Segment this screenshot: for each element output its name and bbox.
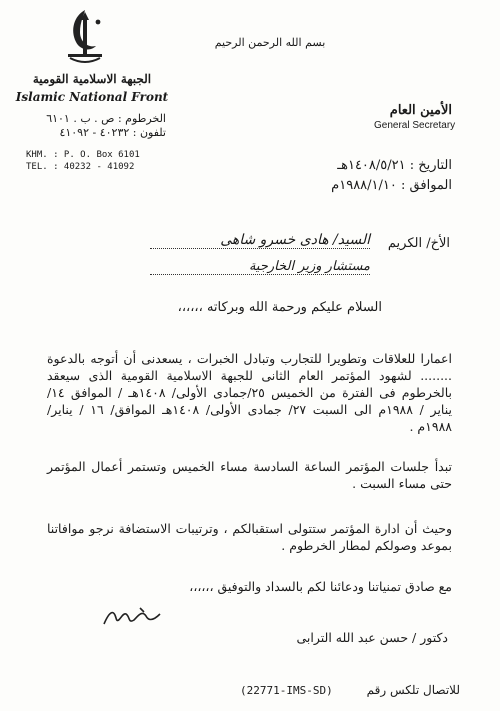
- addressee-name: السيد/ هادى خسرو شاهى: [150, 232, 370, 249]
- org-name-english: Islamic National Front: [15, 90, 169, 104]
- date-hijri: التاريخ : ١٤٠٨/٥/٢١هـ: [337, 158, 452, 173]
- telex-label: للاتصال تلكس رقم: [366, 683, 460, 697]
- emblem-logo-icon: [58, 6, 112, 66]
- signatory-name: دكتور / حسن عبد الله الترابى: [296, 630, 448, 645]
- body-paragraph: اعمارا للعلاقات وتطويرا للتجارب وتبادل الخبرات ، يسعدنى أن أتوجه بالدعوة ........ لشهود المؤتمر العام الثانى للجبهة الاسلامية القومية الذى سيعقد بالخرطوم فى الفترة من الخميس ٢٥/جمادى الأولى/ ١٤٠٨هـ / الموافق ١٤/ يناير / ١٩٨٨م الى السبت ٢٧/ جمادى الأولى/ ١٤٠٨هـ الموافق/ ١٦ / يناير/ ١٩٨٨م .: [47, 351, 452, 434]
- addressee-label: الأخ/ الكريم: [387, 236, 450, 251]
- telephone-arabic: تلفون : ٤٠٢٣٢ - ٤١٠٩٢: [59, 126, 166, 139]
- addressee-title: مستشار وزير الخارجية: [150, 259, 370, 275]
- address-english: KHM. : P. O. Box 6101: [26, 150, 140, 160]
- basmala: بسم الله الرحمن الرحيم: [214, 36, 326, 49]
- handwritten-signature-icon: [100, 604, 170, 630]
- closing-line: مع صادق تمنياتنا ودعائنا لكم بالسداد والتوفيق ،،،،،،: [189, 579, 452, 594]
- office-title-english: General Secretary: [374, 120, 456, 131]
- body-paragraph: وحيث أن ادارة المؤتمر ستتولى استقبالكم ، وترتيبات الاستضافة نرجو موافاتنا بموعد وصولكم لمطار الخرطوم .: [47, 521, 452, 553]
- office-title-arabic: الأمين العام: [389, 103, 452, 118]
- telephone-english: TEL. : 40232 - 41092: [26, 162, 135, 172]
- body-paragraph: تبدأ جلسات المؤتمر الساعة السادسة مساء الخميس وتستمر أعمال المؤتمر حتى مساء السبت .: [47, 459, 452, 491]
- date-gregorian: الموافق : ١٩٨٨/١/١٠م: [331, 178, 452, 193]
- org-name-arabic: الجبهة الاسلامية القومية: [32, 72, 152, 86]
- greeting: السلام عليكم ورحمة الله وبركاته ،،،،،،: [177, 300, 382, 315]
- telex-code: (22771-IMS-SD): [240, 684, 333, 697]
- address-arabic: الخرطوم : ص . ب . ٦١٠١: [46, 112, 166, 125]
